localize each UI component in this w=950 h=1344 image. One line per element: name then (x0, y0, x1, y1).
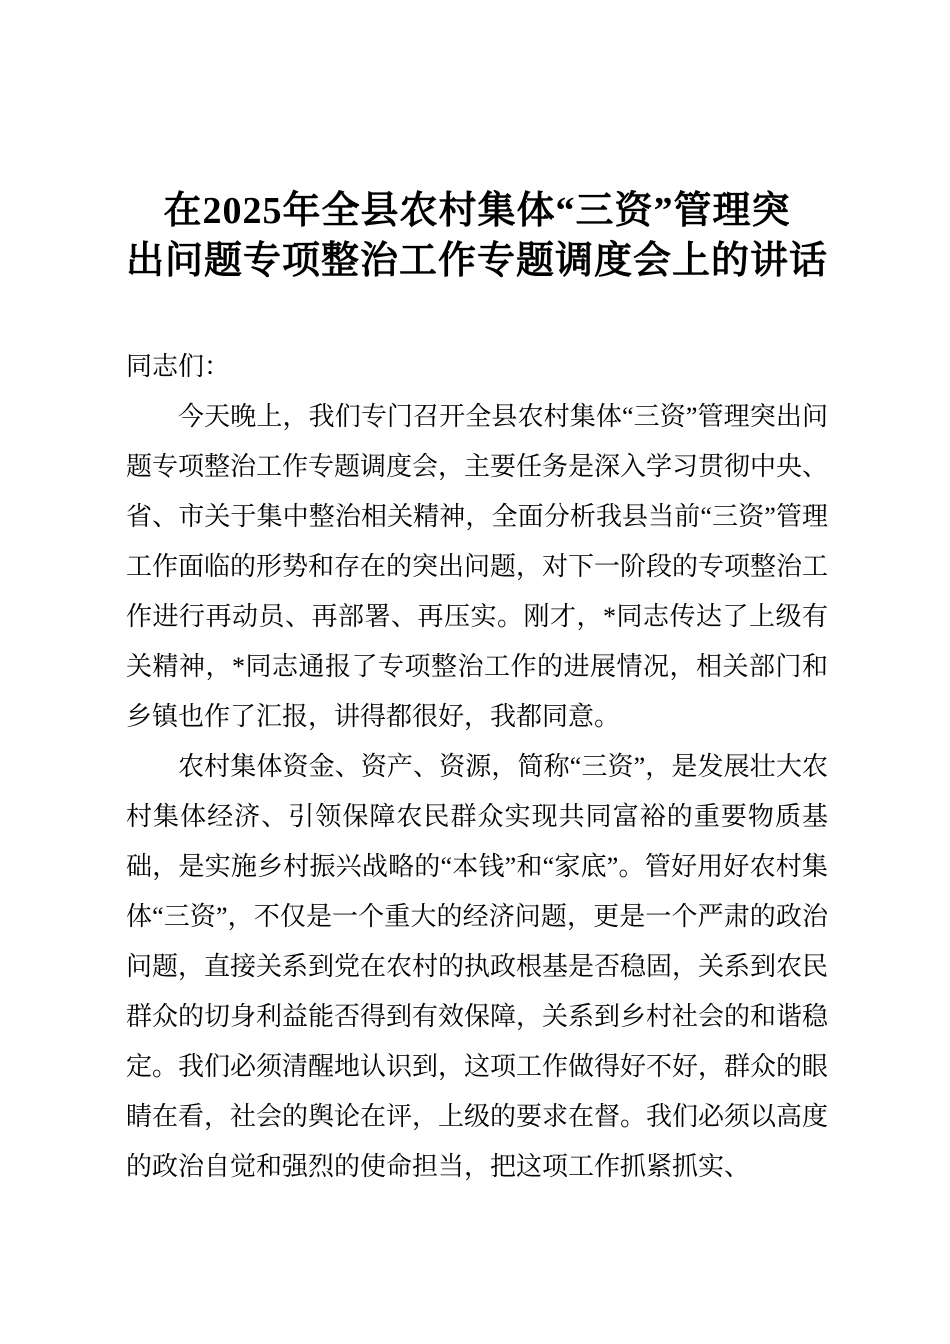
document-body (126, 342, 828, 1192)
title-line-1: 在2025年全县农村集体“三资”管理突 (163, 190, 791, 232)
document-title (126, 186, 828, 286)
paragraph-importance: 农村集体资金、资产、资源，简称“三资”，是发展壮大农村集体经济、引领保障农民群众实现共同富裕的重要物质基础，是实施乡村振兴战略的“本钱”和“家底”。管好用好农村集体“三资”，不仅是一个重大的经济问题，更是一个严肃的政治问题，直接关系到党在农村的执政根基是否稳固，关系到农民群众的切身利益能否得到有效保障，关系到乡村社会的和谐稳定。我们必须清醒地认识到，这项工作做得好不好，群众的眼睛在看，社会的舆论在评，上级的要求在督。我们必须以高度的政治自觉和强烈的使命担当，把这项工作抓紧抓实、 (126, 752, 829, 1181)
paragraph-opening: 今天晚上，我们专门召开全县农村集体“三资”管理突出问题专项整治工作专题调度会，主要任务是深入学习贯彻中央、省、市关于集中整治相关精神，全面分析我县当前“三资”管理工作面临的形势和存在的突出问题，对下一阶段的专项整治工作进行再动员、再部署、再压实。刚才，*同志传达了上级有关精神，*同志通报了专项整治工作的进展情况，相关部门和乡镇也作了汇报，讲得都很好，我都同意。 (126, 402, 829, 731)
title-line-2: 出问题专项整治工作专题调度会上的讲话 (126, 240, 829, 282)
salutation-paragraph: 同志们： (126, 352, 231, 381)
